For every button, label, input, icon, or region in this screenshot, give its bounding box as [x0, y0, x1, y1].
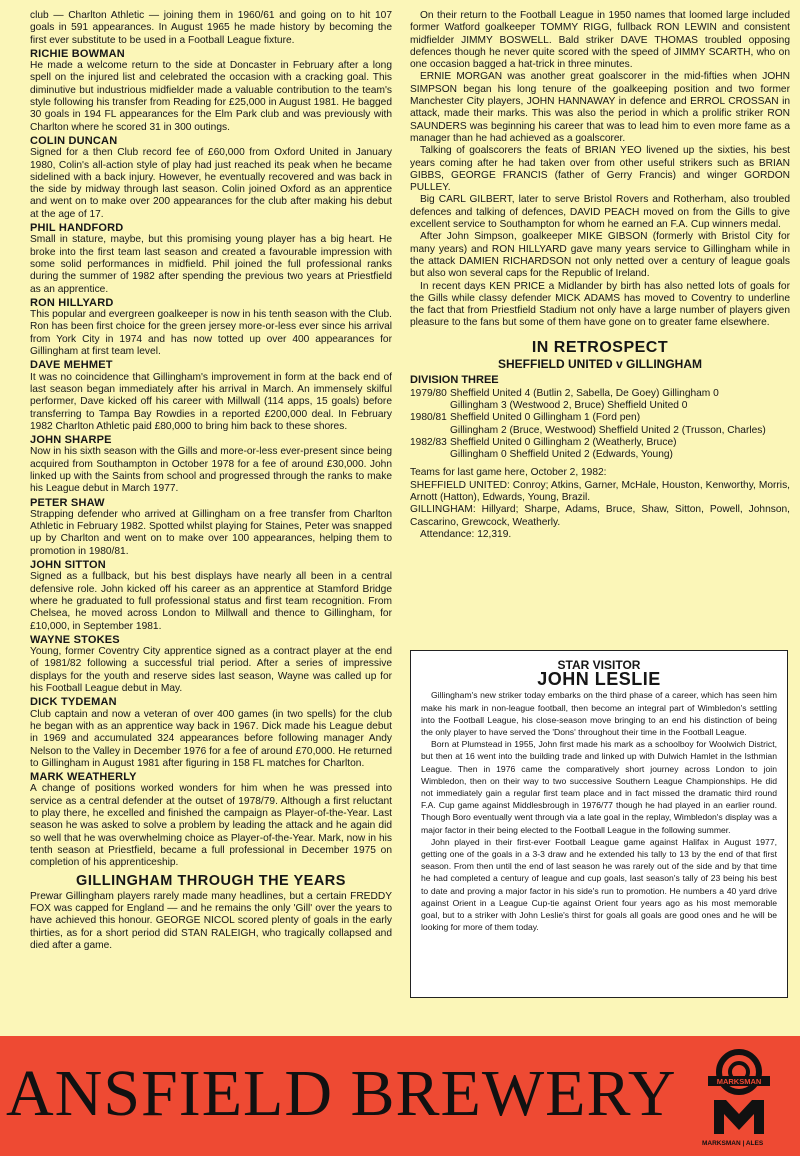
result-line: Sheffield United 4 (Butlin 2, Sabella, De Goey) Gillingham 0 [450, 387, 719, 399]
player-bio: This popular and evergreen goalkeeper is now in his tenth season with the Club. Ron has been first choice for the green jersey more-or-less ever since his arrival from York City in 1974 and has now totted up over 400 appearances for Gillingham at first team level. [30, 309, 392, 358]
through-years-title: GILLINGHAM THROUGH THE YEARS [76, 873, 346, 890]
player-bio: A change of positions worked wonders for him when he was pressed into service as a central defender at the outset of 1978/79. Although a first reluctant to play there, he excelled and finished the campaign as Player-of-the-Year. Last season he was asked to solve a problem by leading the attack and he again did so well that he was overwhelming choice as Player-of-the-Year. Mark, now in his tenth season at Priestfield, became a full professional in December 1975 on completion of his apprenticeship. [30, 783, 392, 869]
player-name: JOHN SHARPE [30, 434, 112, 447]
result-line: Gillingham 2 (Bruce, Westwood) Sheffield United 2 (Trusson, Charles) [450, 424, 766, 436]
player-name: RICHIE BOWMAN [30, 47, 125, 60]
result-lines [450, 437, 790, 462]
brewery-name: ANSFIELD BREWERY [6, 1057, 677, 1130]
history-column [410, 10, 790, 541]
result-line: Gillingham 3 (Westwood 2, Bruce) Sheffield United 0 [450, 399, 688, 411]
sheffield-lineup: SHEFFIELD UNITED: Conroy; Atkins, Garner, McHale, Houston, Kenworthy, Morris, Arnott (Hatton), Edwards, Young, Brazil. [410, 479, 790, 503]
player-name: MARK WEATHERLY [30, 771, 137, 784]
through-years-paragraph-6: After John Simpson, goalkeeper MIKE GIBSON (formerly with Bristol City for many years) and RON HILLYARD gave many years service to Gillingham while in the attack DAMIEN RICHARDSON not only netted over a century of league goals but also won several caps for the Republic of Ireland. [410, 231, 790, 280]
result-lines [450, 412, 790, 437]
teams-intro: Teams for last game here, October 2, 1982: [410, 467, 607, 479]
player-list [30, 48, 392, 870]
through-years-paragraph-7: In recent days KEN PRICE a Midlander by birth has also netted lots of goals for the Gills while classy defender MICK ADAMS has moved to Coventry to underline the fact that from Priestfield Stadium not only have a large number of players given pleasure to the fans but some of them have gone on to greater fame elsewhere. [410, 280, 790, 329]
intro-paragraph: club — Charlton Athletic — joining them in 1960/61 and going on to hit 107 goals in 591 appearances. In August 1965 he made history by becoming the first ever substitute to be used in a Football League fixture. [30, 10, 392, 46]
player-bio: Club captain and now a veteran of over 400 games (in two spells) for the club he began with as an apprentice way back in 1967. Dick made his League debut in 1969 and accumulated 324 appearances before following manager Andy Nelson to the Valley in December 1976 for a fee of around £70,000. He returned to Gillingham in August 1981 after figuring in 158 FL matches for Charlton. [30, 708, 392, 769]
player-name: WAYNE STOKES [30, 633, 120, 646]
through-years-paragraph-4: Talking of goalscorers the feats of BRIAN YEO livened up the sixties, his best years coming after he had taken over from other useful strikers such as BRIAN GIBBS, GEORGE FRANCIS (father of Gerry Francis) and winger GORDON PULLEY. [410, 145, 790, 194]
player-bio: Now in his sixth season with the Gills and more-or-less ever-present since being acquired from Southampton in October 1978 for a fee of around £30,000. John linked up with the Saints from school and progressed through the ranks to make his League debut in March 1977. [30, 446, 392, 495]
star-visitor-kicker: STAR VISITOR [557, 658, 641, 672]
player-bio: Small in stature, maybe, but this promising young player has a big heart. He broke into the first team last season and created a favourable impression with some solid performances in midfield. Phil joined the full professional ranks during the summer of 1982 after spending the previous two years at Priestfield as an apprentice. [30, 234, 392, 295]
result-season: 1982/83 [410, 436, 447, 448]
result-line: Gillingham 0 Sheffield United 2 (Edwards, Young) [450, 449, 673, 461]
star-visitor-name: JOHN LESLIE [537, 669, 661, 690]
player-name: PHIL HANDFORD [30, 222, 124, 235]
result-line: Sheffield United 0 Gillingham 2 (Weatherly, Bruce) [450, 436, 677, 448]
result-line: Sheffield United 0 Gillingham 1 (Ford pen) [450, 412, 641, 424]
marksman-logo-icon [700, 1048, 778, 1140]
result-row [410, 437, 790, 462]
player-name: COLIN DUNCAN [30, 134, 118, 147]
result-season: 1979/80 [410, 387, 447, 399]
player-name: JOHN SITTON [30, 559, 106, 572]
player-bio: Signed for a then Club record fee of £60,000 from Oxford United in January 1980, Colin's all-action style of play had just reached its peak when he became sidelined with a back injury. However, he eventually recovered and was back in the side by midway through last season. Colin joined Oxford as an apprentice and went on to make over 200 appearances for the club after making his debut at the age of 17. [30, 147, 392, 220]
gillingham-lineup: GILLINGHAM: Hillyard; Sharpe, Adams, Bruce, Shaw, Sitton, Powell, Johnson, Cascarino, Grewcock, Weatherly. [410, 504, 790, 528]
brewery-banner [0, 1036, 800, 1156]
player-name: DICK TYDEMAN [30, 696, 117, 709]
through-years-paragraph-5: Big CARL GILBERT, later to serve Bristol Rovers and Rotherham, also troubled defences and talking of defences, DAVID PEACH moved on from the Gills to give excellent service to Southampton for whom he earned an F.A. Cup winners medal. [410, 194, 790, 231]
logo-word: MARKSMAN [716, 1077, 762, 1086]
teams-block [410, 467, 790, 541]
through-years-paragraph-2: On their return to the Football League in 1950 names that loomed large included former Watford goalkeeper TOMMY RIGG, fullback RON LEWIN and consistent midfielder JIMMY BOSWELL. Bald striker DAVE THOMAS troubled opposing defences though he never quite scored with the speed of JIMMY SCARTH, who on one occasion bagged a hat-trick in three minutes. [410, 10, 790, 71]
attendance: Attendance: 12,319. [420, 528, 512, 540]
through-years-paragraph-3: ERNIE MORGAN was another great goalscorer in the mid-fifties when JOHN SIMPSON began his long tenure of the goalkeeping position and two former Manchester City players, JOHN HANNAWAY in defence and ERROL CROSSAN in attack, made their marks. This was also the period in which a prolific striker RON SAUNDERS was beginning his career that was to lead him to even more fame as a manager than he had achieved as a goalscorer. [410, 71, 790, 144]
result-season: 1980/81 [410, 412, 447, 424]
player-name: RON HILLYARD [30, 296, 114, 309]
star-visitor-paragraph-3: John played in their first-ever Football League game against Halifax in August 1977, getting one of the goals in a 3-3 draw and he extended his tally to 13 by the end of that first season. From then until the end of last season he was rarely out of the side and by that time he had completed a century of league and cup goals, last season's tally of 23 being his best to date and proving a major factor in his side's run to promotion. He numbers a 40 yard drive against Orient in a League Cup-tie against Orient four years ago as his most memorable goal, but to a striker with John Leslie's thirst for goals all goals are good ones and he will be looking for more of them today. [421, 836, 777, 933]
player-bio: It was no coincidence that Gillingham's improvement in form at the back end of last season began immediately after his arrival in March. An immensely skilful performer, Dave kicked off his career with Millwall (114 apps, 15 goals) before transferring to Tampa Bay Rowdies in a reported £200,000 deal. In February 1982 Charlton Athletic paid £80,000 to bring him back to these shores. [30, 371, 392, 432]
logo-footer: MARKSMAN | ALES [702, 1140, 764, 1147]
division-heading: DIVISION THREE [410, 374, 499, 387]
player-profiles-column [30, 10, 392, 952]
player-name: PETER SHAW [30, 496, 105, 509]
star-visitor-paragraph-2: Born at Plumstead in 1955, John first made his mark as a schoolboy for Woolwich District, but then at 16 went into the building trade and linked up with Dulwich Hamlet in the Isthmian League. Then in 1976 came the comparatively short journey across London to join Wimbledon, then on their way to two successive Southern League Championships. He did not immediately gain a regular first team place and in fact missed the dramatic third round F.A. Cup game against Middlesbrough in 1976/77 though he had played in an earlier round. Though Boro eventually went through via a late goal in the replay, Wimbledon's display was a major factor in their being elected to the Football League in the following summer. [421, 739, 777, 835]
player-bio: Signed as a fullback, but his best displays have nearly all been in a central defensive role. John kicked off his career as an apprentice at Stamford Bridge where he graduated to full professional status and first team recognition. From Chelsea, he moved across London to Millwall and thence to Gillingham, for £10,000, in September 1981. [30, 571, 392, 632]
star-visitor-paragraph-1: Gillingham's new striker today embarks on the third phase of a career, which has seen him make his mark in non-league football, then become an integral part of Wimbledon's settling into the Football League, his close-season move bringing to an end his distinction of being the only player to have served the 'Dons' throughout their time in the Football League. [421, 690, 777, 738]
player-bio: He made a welcome return to the side at Doncaster in February after a long spell on the injured list and celebrated the occasion with a cracking goal. This diminutive but industrious midfielder made a valuable contribution to the team's style following his transfer from Reading for £25,000 in August 1981. He bagged 30 goals in 194 FL appearances for the Elm Park club and was previously with Charlton where he scored 31 in 300 outings. [30, 60, 392, 133]
star-visitor-box [410, 650, 788, 998]
retrospect-title: IN RETROSPECT [531, 338, 669, 356]
player-name: DAVE MEHMET [30, 359, 113, 372]
retrospect-subtitle: SHEFFIELD UNITED v GILLINGHAM [498, 357, 702, 372]
result-row [410, 388, 790, 413]
result-lines [450, 388, 790, 413]
through-years-paragraph-1: Prewar Gillingham players rarely made many headlines, but a certain FREDDY FOX was capped for England — and he remains the only 'Gill' over the years to have achieved this honour. GEORGE NICOL scored plenty of goals in the early thirties, as for a short period did STAN RALEIGH, who tragically collapsed and died after a game. [30, 890, 392, 951]
result-row [410, 412, 790, 437]
player-bio: Young, former Coventry City apprentice signed as a contract player at the end of 1981/82 following a successful trial period. After a series of impressive displays for the youth and reserve sides last season, Wayne was called up for his Football League debut in May. [30, 646, 392, 695]
player-bio: Strapping defender who arrived at Gillingham on a free transfer from Charlton Athletic in February 1982. Spotted whilst playing for Staines, Peter was snapped up by Charlton and went on to make over 100 appearances, helping them to promotion in 1980/81. [30, 508, 392, 557]
